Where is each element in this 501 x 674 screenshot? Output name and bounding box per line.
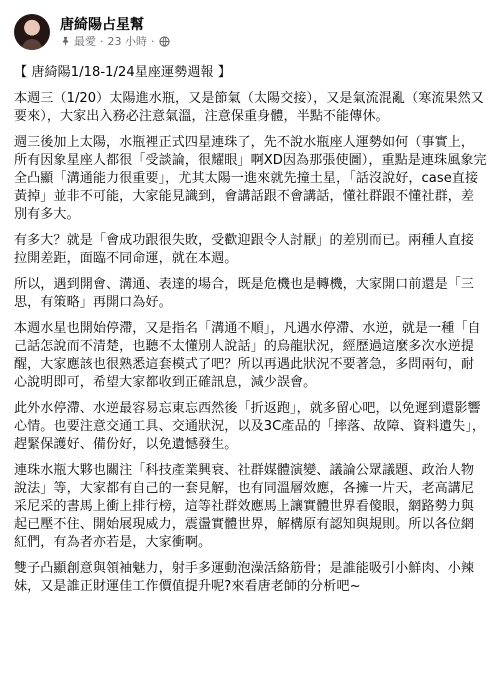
post-header <box>14 12 487 52</box>
favorite-label: 最愛 <box>74 34 96 48</box>
paragraph-5: 本週水星也開始停滯，又是指名「溝通不順」，凡遇水停滯、水逆，就是一種「自己話怎說而不清楚，也聽不太懂別人說話」的烏龍狀況，經歷過這麼多次水逆提醒，大家應該也很熟悉這套模式了吧？所以再遇此狀況不要著急，多問兩句，耐心說明即可，希望大家都收到正確訊息，減少誤會。 <box>14 321 481 390</box>
meta-separator: · <box>100 34 104 48</box>
paragraph-7: 連珠水瓶大夥也關注「科技產業興衰、社群媒體演變、議論公眾議題、政治人物說法」等，大家都有自己的一套見解，也有同溫層效應，各擁一片天，老高講尼采尼采的書馬上衝上排行榜，這等社群效應馬上讓實體世界看傻眼，網路勢力與起已壓不住、開始展現威力，震盪實體世界，解構原有認知與規則。所以各位網紅們，有為者亦若是，大家衝啊。 <box>14 463 475 550</box>
post-content <box>14 64 487 596</box>
post-time[interactable]: 23 小時 <box>107 34 147 48</box>
paragraph-4: 所以，遇到開會、溝通、表達的場合，既是危機也是轉機，大家開口前還是「三思，有策略」再開口為好。 <box>14 277 475 310</box>
paragraph-6: 此外水停滯、水逆最容易忘東忘西然後「折返跑」，就多留心吧，以免遲到還影響心情。也要注意交通工具、交通狀況，以及3C產品的「摔落、故障、資料遺失」，趕緊保護好、備份好，以免遺憾發生。 <box>14 401 486 452</box>
post-meta <box>60 16 170 49</box>
meta-separator-2: · <box>151 34 155 48</box>
paragraph-3: 有多大？就是「會成功跟很失敗，受歡迎跟令人討厭」的差別而已。兩種人直接拉開差距，面臨不同命運，就在本週。 <box>14 233 475 266</box>
post-subline <box>60 34 170 49</box>
post-title: 【 唐綺陽1/18-1/24星座運勢週報 】 <box>14 65 231 80</box>
public-globe-icon[interactable] <box>159 36 170 47</box>
author-name[interactable]: 唐綺陽占星幫 <box>60 16 144 33</box>
author-avatar[interactable] <box>14 14 50 50</box>
paragraph-2: 週三後加上太陽，水瓶裡正式四星連珠了，先不說水瓶座人運勢如何（事實上，所有因象星座人都很「受談論，很耀眼」啊XD因為那張使圖），重點是連珠風象完全凸顯「溝通能力很重要」，尤其太陽一進來就先撞土星，「話沒說好，case直接黃掉」並非不可能，大家能見識到，會講話跟不會講話，懂社群跟不懂社群，差別有多大。 <box>14 135 487 222</box>
paragraph-1: 本週三（1/20）太陽進水瓶，又是節氣（太陽交接），又是氣流混亂（寒流果然又要來），大家出入務必注意氣溫，注意保重身體，半點不能傳休。 <box>14 91 484 124</box>
paragraph-8: 雙子凸顯創意與領袖魅力，射手多運動泡澡活絡筋骨；是誰能吸引小鮮肉、小辣妹，又是誰正財運佳工作價值提升呢?來看唐老師的分析吧~ <box>14 561 475 594</box>
favorite-pin-icon <box>60 36 71 47</box>
